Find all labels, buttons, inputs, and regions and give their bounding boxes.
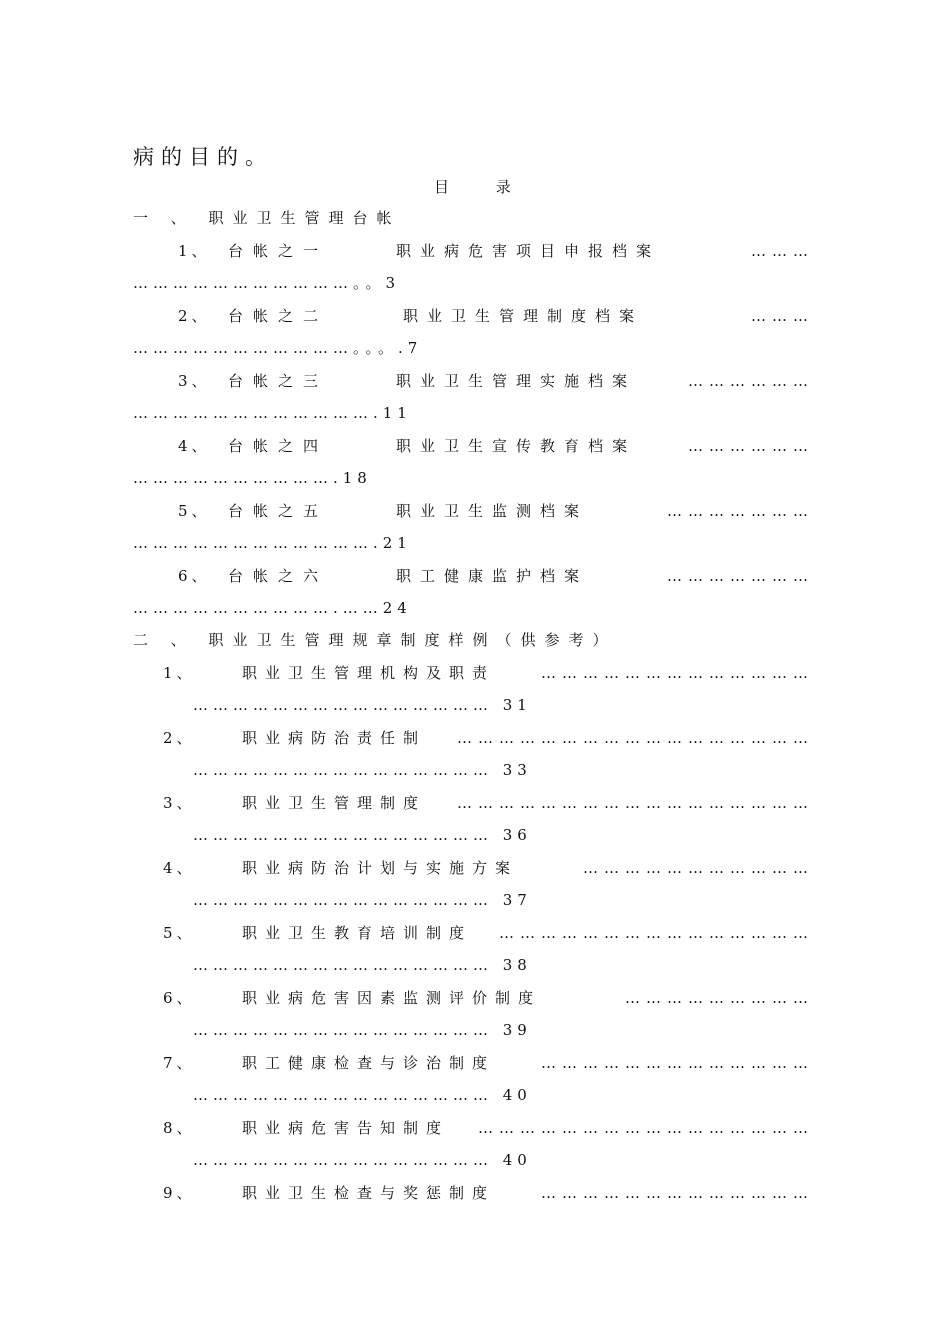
toc-title: 目 录 bbox=[434, 178, 511, 196]
toc-item-title: 职业病危害告知制度 bbox=[242, 1119, 450, 1137]
toc-item-number: 7、 bbox=[163, 1054, 196, 1072]
toc-item-leader: ………………………………………… bbox=[478, 1119, 814, 1137]
toc-item-leader: ……………………………………… bbox=[499, 924, 814, 942]
toc-item-number: 3、 bbox=[178, 372, 211, 390]
toc-item-title: 职业卫生监测档案 bbox=[396, 502, 589, 520]
toc-item-number: 4、 bbox=[178, 437, 211, 455]
toc-item-number: 6、 bbox=[178, 567, 211, 585]
toc-item-leader: ……… bbox=[751, 242, 814, 260]
toc-item-leader: ……………………… bbox=[625, 989, 814, 1007]
toc-item-title: 职业卫生管理制度档案 bbox=[403, 307, 644, 325]
toc-item-leader: ……… bbox=[751, 307, 814, 325]
toc-item-number: 1、 bbox=[163, 664, 196, 682]
toc-item-leader: ……………… bbox=[688, 372, 814, 390]
toc-item-leader-page: ……………………………………… 36 bbox=[193, 826, 532, 844]
toc-item-title: 职业卫生管理制度 bbox=[242, 794, 427, 812]
toc-item-number: 1、 bbox=[178, 242, 211, 260]
toc-item-label: 台帐之二 bbox=[228, 307, 329, 325]
toc-item-leader: …………………………………………… bbox=[457, 729, 814, 747]
toc-item-title: 职业卫生管理实施档案 bbox=[396, 372, 637, 390]
toc-item-title: 职业病防治责任制 bbox=[242, 729, 427, 747]
toc-item-leader-page: ……………………………………… 40 bbox=[193, 1151, 532, 1169]
toc-item-number: 3、 bbox=[163, 794, 196, 812]
section-1-heading: 一 、 职业卫生管理台帐 bbox=[133, 209, 401, 227]
toc-item-label: 台帐之六 bbox=[228, 567, 329, 585]
toc-item-leader: ………………………………… bbox=[541, 664, 814, 682]
toc-item-leader-page: ……………………………………… 38 bbox=[193, 956, 532, 974]
toc-item-leader: ………………… bbox=[667, 567, 814, 585]
toc-item-label: 台帐之四 bbox=[228, 437, 329, 455]
toc-item-title: 职业病危害项目申报档案 bbox=[396, 242, 661, 260]
toc-item-number: 5、 bbox=[178, 502, 211, 520]
toc-item-leader-page: ……………………………。。3 bbox=[133, 274, 401, 292]
toc-item-title: 职业卫生宣传教育档案 bbox=[396, 437, 637, 455]
toc-item-number: 4、 bbox=[163, 859, 196, 877]
section-2-heading: 二 、 职业卫生管理规章制度样例（供参考） bbox=[133, 631, 617, 649]
toc-item-leader-page: ………………………….18 bbox=[133, 469, 372, 487]
toc-item-title: 职业病危害因素监测评价制度 bbox=[242, 989, 542, 1007]
toc-item-leader: ………………………………… bbox=[541, 1054, 814, 1072]
toc-item-title: 职业卫生管理机构及职责 bbox=[242, 664, 496, 682]
toc-item-leader-page: ……………………………………… 33 bbox=[193, 761, 532, 779]
toc-item-leader: …………………………… bbox=[583, 859, 814, 877]
toc-item-number: 5、 bbox=[163, 924, 196, 942]
toc-item-label: 台帐之一 bbox=[228, 242, 329, 260]
intro-text: 病的目的。 bbox=[133, 145, 273, 169]
toc-item-leader-page: ……………………………。。。.7 bbox=[133, 339, 423, 357]
toc-item-leader-page: ……………………………………… 40 bbox=[193, 1086, 532, 1104]
toc-item-number: 2、 bbox=[178, 307, 211, 325]
toc-item-label: 台帐之三 bbox=[228, 372, 329, 390]
toc-item-title: 职业病防治计划与实施方案 bbox=[242, 859, 519, 877]
toc-item-number: 9、 bbox=[163, 1184, 196, 1202]
toc-item-label: 台帐之五 bbox=[228, 502, 329, 520]
toc-item-leader-page: ……………………………………… 37 bbox=[193, 891, 532, 909]
toc-item-leader-page: ………………………….……24 bbox=[133, 599, 412, 617]
toc-item-leader-page: ……………………………………… 39 bbox=[193, 1021, 532, 1039]
toc-item-leader: ………………………………… bbox=[541, 1184, 814, 1202]
toc-item-number: 8、 bbox=[163, 1119, 196, 1137]
toc-item-leader-page: ……………………………………… 31 bbox=[193, 696, 532, 714]
toc-item-number: 6、 bbox=[163, 989, 196, 1007]
toc-item-leader-page: ……………………………….21 bbox=[133, 534, 412, 552]
toc-item-title: 职业卫生教育培训制度 bbox=[242, 924, 473, 942]
toc-item-leader-page: ……………………………….11 bbox=[133, 404, 412, 422]
toc-item-leader: ………………… bbox=[667, 502, 814, 520]
toc-item-title: 职工健康监护档案 bbox=[396, 567, 589, 585]
toc-item-title: 职业卫生检查与奖惩制度 bbox=[242, 1184, 496, 1202]
toc-item-title: 职工健康检查与诊治制度 bbox=[242, 1054, 496, 1072]
toc-item-leader: ……………… bbox=[688, 437, 814, 455]
toc-item-number: 2、 bbox=[163, 729, 196, 747]
toc-item-leader: …………………………………………… bbox=[457, 794, 814, 812]
